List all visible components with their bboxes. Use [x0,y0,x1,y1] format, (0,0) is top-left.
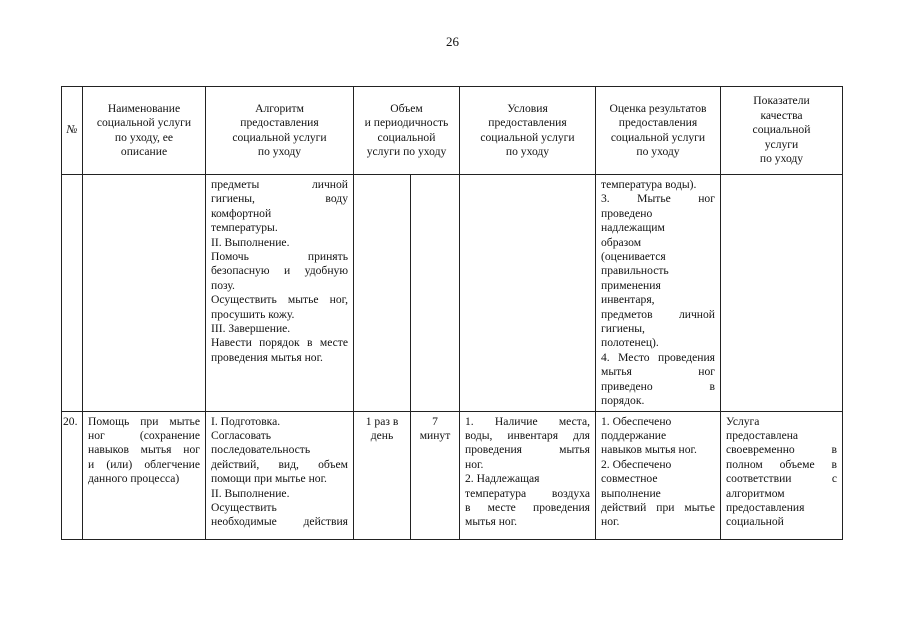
text-line: безопасную и удобную [211,264,348,278]
text-line: предоставления [240,116,319,130]
row20-number: 20. [63,414,78,428]
text-line: применения [601,278,661,292]
page-number: 26 [446,34,459,49]
text-line: проведения мытья ног. [211,350,323,364]
text-line: температуры. [211,221,278,235]
text-line: 1. Наличие места, [465,414,590,428]
text-line: минут [419,428,451,442]
cont-volume-frequency-cell [354,175,411,412]
cont-conditions-cell [460,175,596,412]
text-line: по уходу [759,152,804,166]
header-volume [354,87,460,175]
row20-volume-duration [411,412,459,446]
header-quality [721,87,843,175]
text-line: воды, инвентаря для [465,428,590,442]
text-line: и периодичность [364,116,449,130]
row20-number-cell [62,411,83,539]
text-line: позу. [211,278,235,292]
text-line: поддержание [601,428,667,442]
text-line: предоставления [726,500,805,514]
row20-volume-duration-cell [411,411,460,539]
table-row-continuation [62,175,843,412]
text-line: по уходу, ее [114,130,174,144]
text-line: II. Выполнение. [211,235,290,249]
text-line: социальной услуги [232,130,327,144]
text-line: в месте проведения [465,500,590,514]
text-line: Осуществить [211,500,277,514]
cont-name-cell [83,175,206,412]
text-line: услуги [764,137,799,151]
text-line: Навести порядок в месте [211,336,348,350]
cont-algorithm-cell [206,175,354,412]
text-line: соответствии с [726,472,837,486]
text-line: полном объеме в [726,457,837,471]
text-line: образом [601,235,642,249]
header-conditions [460,87,596,175]
text-line: социальной услуги [96,116,192,130]
text-line: гигиены, [601,322,645,336]
header-evaluation [596,87,721,175]
cont-quality-cell [721,175,843,412]
text-line: необходимые действия [211,515,348,529]
text-line: предоставления [618,116,698,130]
text-line: Наименование [107,101,181,115]
header-algorithm [206,87,354,175]
text-line: предоставлена [726,428,799,442]
text-line: навыков мытья ног [88,443,200,457]
text-line: последовательность [211,443,311,457]
text-line: мытья ног [601,365,715,379]
text-line: 2. Обеспечено [601,457,672,471]
text-line: проведено [601,206,653,220]
row20-name-text [83,412,205,489]
text-line: III. Завершение. [211,322,291,336]
text-line: и (или) облегчение [88,457,200,471]
text-line: действий, вид, объем [211,457,348,471]
cont-evaluation-text [596,175,720,411]
row20-algorithm-cell [206,411,354,539]
row20-evaluation-text [596,412,720,532]
text-line: 1 раз в [365,414,399,428]
text-line: полотенец). [601,336,659,350]
table-row-20 [62,411,843,539]
text-line: температура воды). [601,178,697,191]
text-line: предоставления [488,116,567,130]
row20-evaluation-cell [596,411,721,539]
row20-quality-cell [721,411,843,539]
cont-volume-duration-cell [411,175,460,412]
text-line: комфортной [211,206,272,220]
text-line: ног. [465,457,484,471]
text-line: 7 [432,414,438,428]
text-line: II. Выполнение. [211,486,290,500]
text-line: качества [760,108,803,122]
table-header-row [62,87,843,175]
row20-algorithm-text [206,412,353,532]
cont-number-cell [62,175,83,412]
text-line: 1. Обеспечено [601,414,672,428]
text-line: день [370,428,394,442]
text-line: социальной услуги [610,130,706,144]
cont-algorithm-text [206,175,353,367]
text-line: надлежащим [601,221,665,235]
text-line: ног (сохранение [88,428,200,442]
row20-volume-frequency-cell [354,411,411,539]
text-line: по уходу [257,144,302,158]
text-line: температура воздуха [465,486,590,500]
text-line: Осуществить мытье ног, [211,293,348,307]
row20-conditions-cell [460,411,596,539]
text-line: Алгоритм [255,101,304,115]
header-number: № [62,87,83,175]
text-line: предметов личной [601,307,715,321]
text-line: Услуга [726,414,760,428]
text-line: услуги по уходу [366,144,447,158]
text-line: (оценивается [601,250,666,264]
text-line: совместное [601,472,658,486]
text-line: Оценка результатов [609,101,707,115]
text-line: Условия [507,101,548,115]
text-line: помощи при мытье ног. [211,472,327,486]
header-service-name [83,87,206,175]
text-line: алгоритмом [726,486,785,500]
text-line: порядок. [601,394,645,408]
text-line: ног. [601,515,620,529]
text-line: Помощь при мытье [88,414,200,428]
row20-quality-text [721,412,842,532]
text-line: предметы личной [211,178,348,191]
text-line: социальной [752,123,811,137]
text-line: инвентаря, [601,293,655,307]
row20-name-cell [83,411,206,539]
text-line: Показатели [753,94,810,108]
text-line: Объем [390,101,423,115]
text-line: I. Подготовка. [211,414,281,428]
text-line: приведено в [601,379,715,393]
text-line: навыков мытья ног. [601,443,697,457]
text-line: Согласовать [211,428,272,442]
text-line: мытья ног. [465,515,518,529]
text-line: правильность [601,264,669,278]
text-line: 3. Мытье ног [601,192,715,206]
text-line: просушить кожу. [211,307,295,321]
text-line: описание [120,144,168,158]
services-table [61,86,843,540]
text-line: 2. Надлежащая [465,472,540,486]
text-line: по уходу [636,144,680,158]
text-line: действий при мытье [601,500,715,514]
row20-conditions-text [460,412,595,532]
text-line: социальной услуги [480,130,575,144]
text-line: проведения мытья [465,443,590,457]
text-line: данного процесса) [88,472,180,486]
text-line: 4. Место проведения [601,350,715,364]
text-line: своевременно в [726,443,837,457]
cont-evaluation-cell [596,175,721,412]
text-line: социальной [726,515,784,529]
text-line: по уходу [505,144,550,158]
text-line: гигиены, воду [211,192,348,206]
text-line: выполнение [601,486,661,500]
text-line: Помочь принять [211,250,348,264]
row20-volume-frequency [354,412,410,446]
text-line: социальной [377,130,436,144]
